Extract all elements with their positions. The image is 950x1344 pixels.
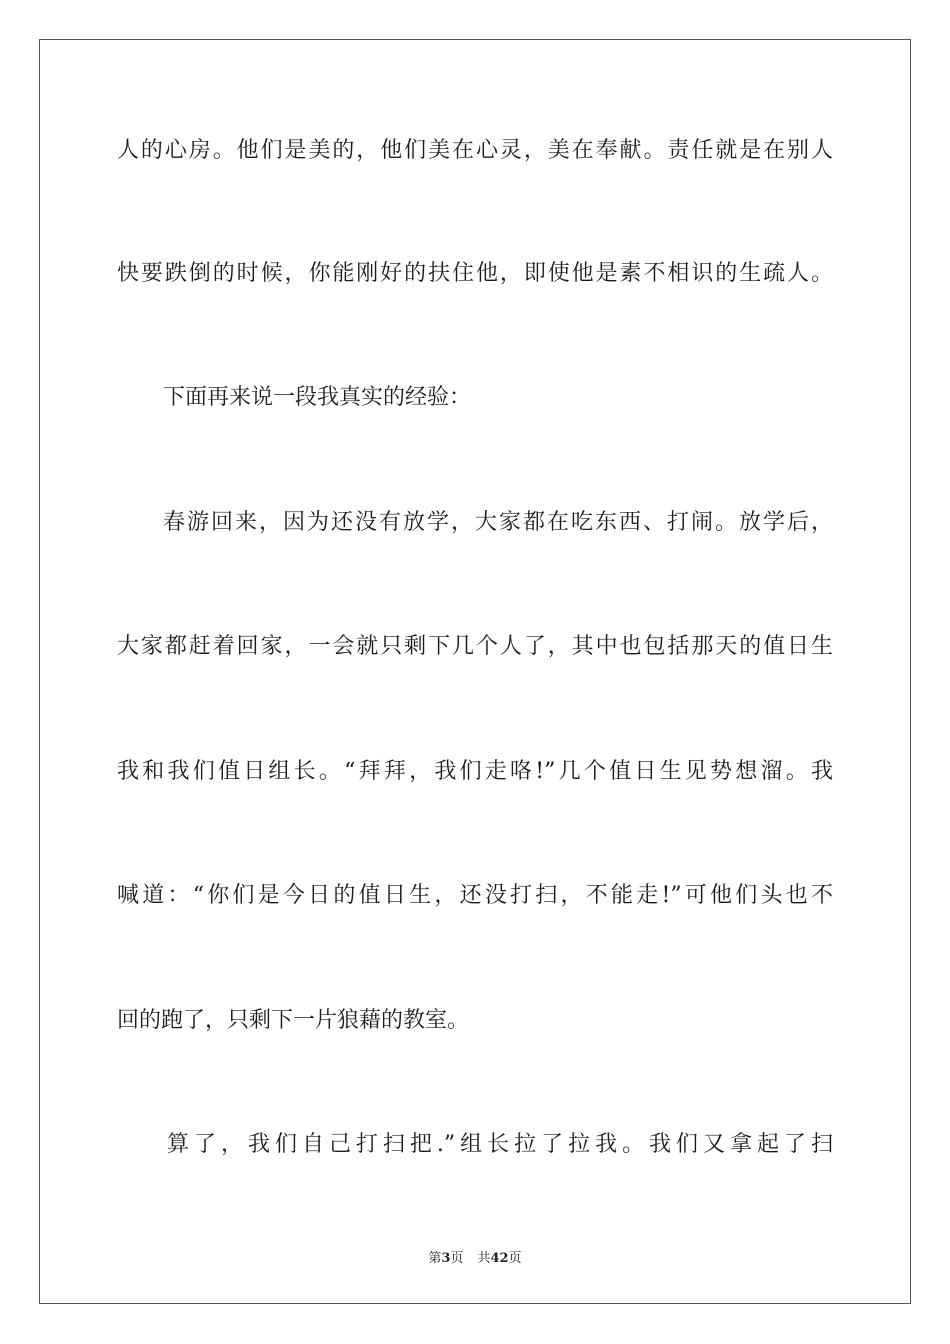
footer-total-suffix: 页 xyxy=(508,1251,522,1266)
text-line-1: 人的心房。他们是美的，他们美在心灵，美在奉献。责任就是在别人 xyxy=(117,138,833,163)
text-line-6: 我和我们值日组长。“拜拜，我们走咯!”几个值日生见势想溜。我 xyxy=(117,759,833,784)
text-line-7: 喊道：“你们是今日的值日生，还没打扫，不能走!”可他们头也不 xyxy=(117,883,833,908)
text-line-5: 大家都赶着回家，一会就只剩下几个人了，其中也包括那天的值日生 xyxy=(117,634,833,659)
text-line-9: 算了，我们自己打扫把.”组长拉了拉我。我们又拿起了扫 xyxy=(167,1132,833,1157)
footer-page-suffix: 页 xyxy=(450,1251,464,1266)
text-line-2: 快要跌倒的时候，你能刚好的扶住他，即使他是素不相识的生疏人。 xyxy=(117,261,833,286)
text-line-3: 下面再来说一段我真实的经验： xyxy=(163,385,472,410)
text-line-4: 春游回来，因为还没有放学，大家都在吃东西、打闹。放学后， xyxy=(163,510,833,535)
footer-total-pages: 42 xyxy=(490,1251,509,1266)
footer-page-number: 3 xyxy=(441,1251,451,1266)
text-line-8: 回的跑了，只剩下一片狼藉的教室。 xyxy=(117,1008,470,1033)
footer-page-prefix: 第 xyxy=(428,1251,442,1266)
footer-total-prefix: 共 xyxy=(477,1251,491,1266)
page-border xyxy=(39,39,911,1304)
page-footer xyxy=(0,1247,950,1266)
